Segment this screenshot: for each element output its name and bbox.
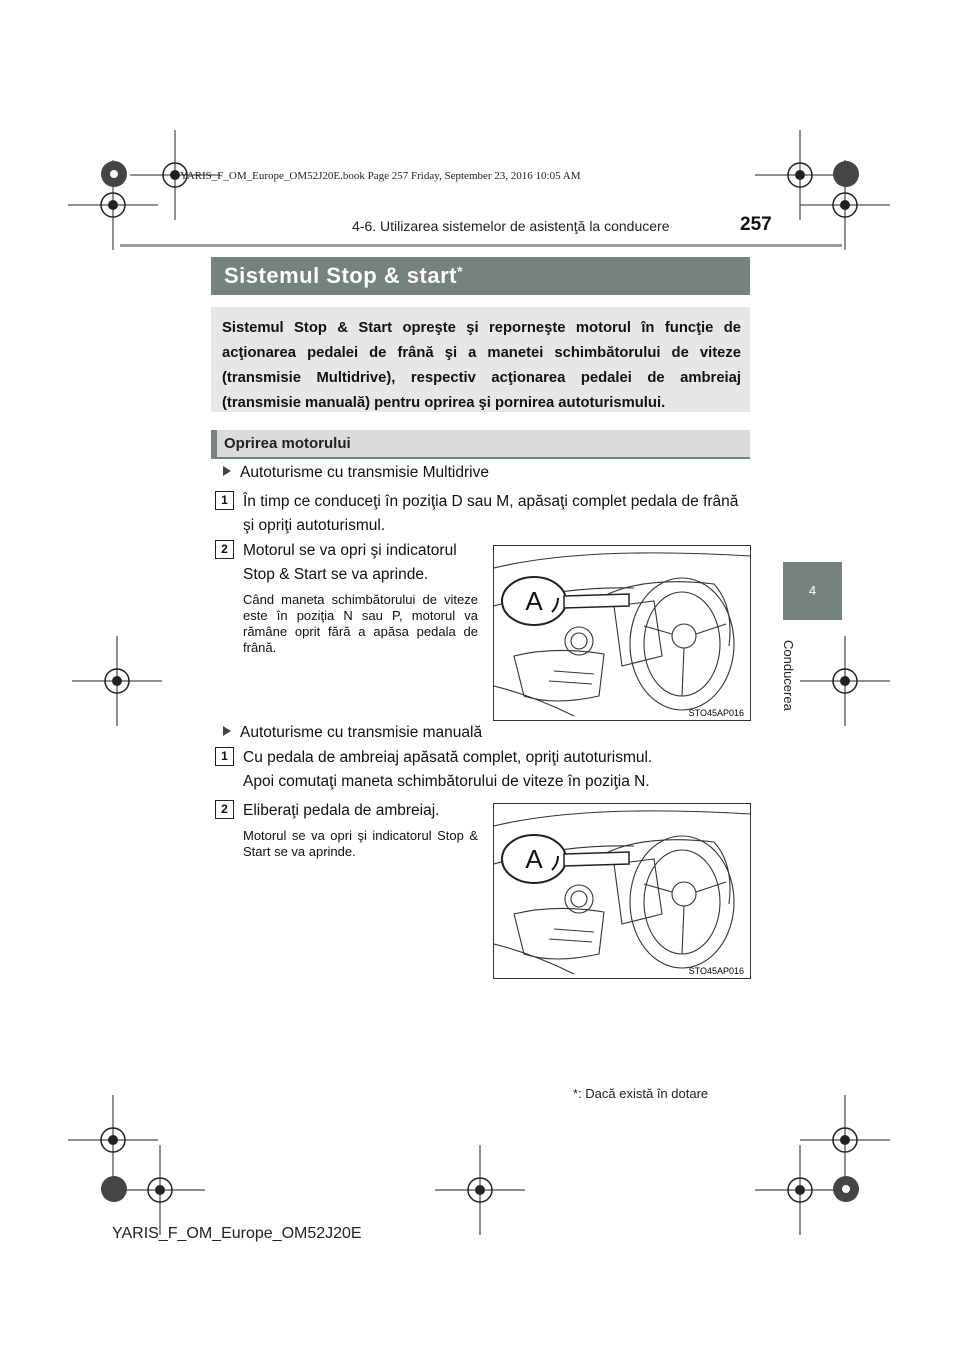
page-number: 257 xyxy=(740,214,772,235)
footnote xyxy=(573,1086,708,1101)
triangle-bullet-icon xyxy=(223,466,231,476)
dashboard-illustration xyxy=(493,545,751,721)
dashboard-drawing xyxy=(494,804,750,978)
intro-text: Sistemul Stop & Start opreşte şi reporneşte motorul în funcţie de acţionarea pedalei de frână şi a manetei schimbătorului de viteze (transmisie Multidrive), respectiv acţionarea pedalei de ambreiaj (transmisie manuală) pentru oprirea şi pornirea autoturismului. xyxy=(222,320,741,411)
step-number: 1 xyxy=(215,747,234,766)
figure-code: STO45AP016 xyxy=(688,966,744,976)
step-number: 1 xyxy=(215,491,234,510)
callout-label: A xyxy=(525,844,543,874)
starburst-mark-icon xyxy=(832,1175,860,1203)
triangle-bullet-icon xyxy=(223,726,231,736)
section-title: 4-6. Utilizarea sistemelor de asistenţă la conducere xyxy=(352,218,670,234)
step-number: 2 xyxy=(215,540,234,559)
starburst-mark-icon xyxy=(100,1175,128,1203)
bullet-multidrive: Autoturisme cu transmisie Multidrive xyxy=(223,464,489,482)
chapter-label: Conducerea xyxy=(781,640,796,711)
step-note: Când maneta schimbătorului de viteze este în poziţia N sau P, motorul va rămâne oprit fără a apăsa pedala de frână. xyxy=(243,592,478,655)
footnote-marker: * xyxy=(573,1086,579,1101)
title-marker: * xyxy=(456,263,463,279)
step-note: Motorul se va opri şi indicatorul Stop & Start se va aprinde. xyxy=(243,828,478,859)
registration-mark-icon xyxy=(72,636,162,726)
starburst-mark-icon xyxy=(100,160,128,188)
callout-label: A xyxy=(525,586,543,616)
chapter-tab: 4 xyxy=(783,562,842,620)
registration-mark-icon xyxy=(435,1145,525,1235)
subheading-text: Oprirea motorului xyxy=(224,435,351,452)
step-text: Cu pedala de ambreiaj apăsată complet, opriţi autoturismul. xyxy=(243,749,653,766)
figure-code: STO45AP016 xyxy=(688,708,744,718)
header-rule xyxy=(120,244,842,247)
registration-mark-icon xyxy=(115,1145,205,1235)
step-text: Eliberaţi pedala de ambreiaj. xyxy=(243,802,440,819)
starburst-mark-icon xyxy=(832,160,860,188)
intro-box xyxy=(211,307,750,412)
page-title xyxy=(211,257,750,295)
step-text: Motorul se va opri şi indicatorul Stop & Start se va aprinde. xyxy=(243,542,457,583)
dashboard-drawing xyxy=(494,546,750,720)
document-footer: YARIS_F_OM_Europe_OM52J20E xyxy=(112,1225,362,1242)
dashboard-illustration xyxy=(493,803,751,979)
step-number: 2 xyxy=(215,800,234,819)
subheading xyxy=(211,430,750,459)
footnote-text: : Dacă există în dotare xyxy=(578,1086,709,1101)
print-info-line: YARIS_F_OM_Europe_OM52J20E.book Page 257 Friday, September 23, 2016 10:05 AM xyxy=(180,170,581,182)
step-text: Apoi comutaţi maneta schimbătorului de viteze în poziţia N. xyxy=(243,773,650,790)
step-text: În timp ce conduceţi în poziţia D sau M, apăsaţi complet pedala de frână şi opriţi autoturismul. xyxy=(243,493,739,534)
bullet-manual: Autoturisme cu transmisie manuală xyxy=(223,724,482,742)
title-text: Sistemul Stop & start xyxy=(224,263,457,288)
